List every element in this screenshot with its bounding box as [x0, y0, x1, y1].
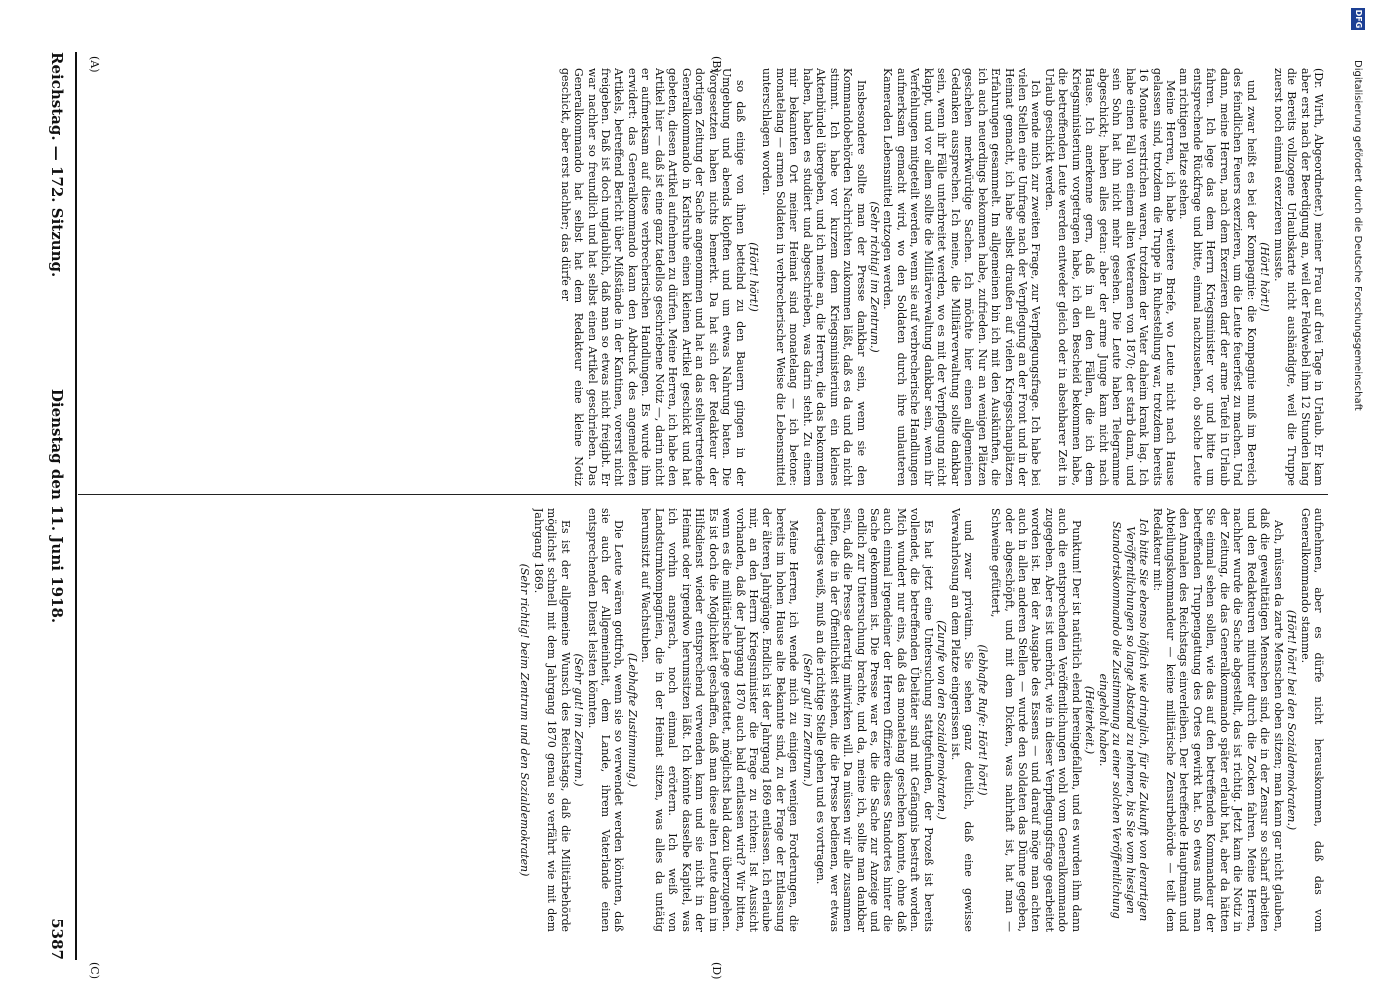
header-date: Dienstag den 11. Juni 1918.: [48, 388, 66, 624]
page-footer: [1352, 60, 1363, 411]
interjection: (Sehr richtig! im Zentrum.): [868, 201, 882, 353]
interjection: (Hört! hört!): [746, 242, 760, 312]
paragraph: Die Leute wären gottfroh, wenn sie so verwendet werden könnten, daß sie auch der Allgemeinheit, dem Lande, ihrem Vaterlande einen entsprechenden Dienst leisten könnten.: [585, 508, 626, 932]
interjection: (Sehr gut! im Zentrum.): [800, 653, 814, 787]
margin-mark-d: (D): [710, 962, 723, 980]
left-text-column: [82, 68, 1325, 486]
interjection: (Sehr richtig! beim Zentrum und den Sozialdemokraten): [518, 563, 532, 877]
interjection: (Hört! hört! bei den Sozialdemokraten.): [1285, 609, 1299, 831]
paragraph: (Dr. Wirth, Abgeordneter.) meiner Frau auf drei Tage in Urlaub. Er kam aber erst nach der Beerdigung an, weil der Feldwebel ihm 12 Stunden lang die Bereits vollzogene Urlaubskarte nicht aushändigte, weil die Truppe zuerst noch einmal exerzieren musste.: [1271, 68, 1325, 486]
interjection: (lebhafte Rufe: Hört! hört!): [975, 644, 989, 796]
paragraph: Es ist der allgemeine Wunsch des Reichstags, daß die Militärbehörde möglichst schnell mit dem Jahrgang 1870 genau so verfährt wie mit dem Jahrgang 1869.: [531, 508, 572, 932]
paragraph: Meine Herren, ich wende mich zu einigen wenigen Forderungen, die bereits im hohen Hause alte Bekannte sind, zu der Frage der Entlassung der älteren Jahrgänge. Endlich ist der Jahrgang 1869 entlassen. Ich erlaube mir, an den Herrn Kriegsminister die Frage zu richten: Ist Aussicht vorhanden, daß der Jahrgang 1870 auch bald entlassen wird? Wir bitten, wenn es die militärische Lage gestattet, möglichst bald dazu überzugehen. Es ist doch die Möglichkeit geschaffen, daß man diese alten Leute dann im Hilfsdienst wieder entsprechend verwenden kann und sie nicht in der Heimat oder irgendwo herumsitzen läßt. Ich könnte dasselbe Kapitel, was ich vorhin ansprach, noch einmal erörtern. Ich weiß von Landsturmkompagnien, die in der Heimat sitzen, was alles da untätig herumsitzt auf Wachstuben.: [639, 508, 801, 932]
dfg-logo: DFG: [1351, 8, 1365, 30]
paragraph: Meine Herren, ich habe weitere Briefe, wo Leute nicht nach Hause gelassen sind, trotzdem die Truppe in Ruhestellung war, trotzdem bereits 16 Monate verstrichen waren, trotzdem der Vater daheim krank lag. Ich habe einen Fall von einem alten Veteranen von 1870; der starb dann, und sein Sohn hat ihn nicht mehr gesehen. Die Leute haben Telegramme abgeschickt; haben alles getan: aber der arme Junge kam nicht nach Hause. Ich anerkenne gern, daß in all den Fällen, die ich dem Kriegsministerium vorgetragen habe, ich den Bescheid bekommen habe, die betreffenden Leute werden entweder gleich oder in absehbarer Zeit in Urlaub geschickt werden.: [1042, 68, 1178, 486]
interjection: (Zurufe von den Sozialdemokraten.): [935, 620, 949, 820]
paragraph: und zwar privatim. Sie sehen ganz deutlich, daß eine gewisse Verwahrlosung an dem Platze eingerissen ist.: [948, 508, 976, 932]
paragraph: Insbesondere sollte man der Presse dankbar sein, wenn sie den Kommandobehörden Nachrichten zukommen läßt, daß es da und da nicht stimmt. Ich habe vor kurzem dem Kriegsministerium ein kleines Aktenbündel übergeben, und ich meine an, die Herren, die das bekommen haben, haben es studiert und abgeschrieben, was darin steht. Zu einem mir bekannten Ort meiner Heimat sind monatelang — ich betone: monatelang — armen Soldaten in verbrecherischer Weise die Lebensmittel unterschlagen worden.: [760, 68, 868, 486]
margin-mark-c: (C): [88, 962, 101, 979]
paragraph: Punktum! Der ist natürlich elend hereingefallen, und es wurden ihm dann auch die entsprechenden Veröffentlichungen wohl vom Generalkommando zugegeben. Aber es ist unerhört, wie in dieser Verpflegungsfrage gearbeitet worden ist. Bei der Ausgabe des Essens — und darauf möge man achten auch in allen anderen Stellen — wurde den Soldaten das Dünne gegeben, oder abgeschöpft, und mit dem Dicken, was nahrhaft ist, hat man — Schweine gefüttert,: [989, 508, 1083, 932]
paragraph: Ich wende mich zur zweiten Frage, zur Verpflegungsfrage. Ich habe bei vielen Stellen eine Umfrage nach der Verpflegung an der Front und in der Heimat gemacht, ich habe selbst draußen auf vielen Kriegsschauplätzen Erfahrungen gesammelt. Im allgemeinen bin ich mit den Auskünften, die ich auch neuerdings bekommen habe, zufrieden. Nur an wenigen Plätzen geschehen merkwürdige Sachen. Ich möchte hier einen allgemeinen Gedanken aussprechen. Ich meine, die Militärverwaltung sollte dankbar sein, wenn ihr Fälle unterbreitet werden, wo es mit der Verpflegung nicht klappt, und vor allem sollte die Militärverwaltung dankbar sein, wenn ihr Verfehlungen mitgeteilt werden, wenn sie auf verbrecherische Handlungen aufmerksam gemacht wird, wo den Soldaten durch ihre unlauteren Kameraden Lebensmittel entzogen werden.: [881, 68, 1043, 486]
margin-mark-a: (A): [88, 56, 101, 73]
paragraph: Ich bitte Sie ebenso höflich wie dringlich, für die Zukunft von derartigen Veröffentlichungen so lange Abstand zu nehmen, bis Sie vom hiesigen Standortskommando die Zustimmung zu einer solchen Veröffentlichung eingeholt haben.: [1096, 518, 1151, 922]
page-number: 5387: [48, 918, 66, 960]
paragraph: so daß einige von ihnen bettelnd zu den Bauern gingen in der Umgebung und abends klopften und um etwas Nahrung baten. Die Vorgesetzten haben nichts bemerkt. Da hat sich der Redakteur der dortigen Zeitung der Sache angenommen und hat an das stellvertretende Generalkommando in Karlsruhe einen kleinen Artikel geschickt und hat gebeten, diesen Artikel aufnehmen zu dürfen. Meine Herren, ich habe den Artikel hier — daß ist eine ganz tadellos geschriebene Notiz —, darin nicht er aufmerksam auf diese verbrecherischen Handlungen. Es wurde ihm erwidert: das Generalkommando kann den Abdruck des angemeldeten Artikels, betreffend Bericht über Mißstände in der Kantinen, vorerst nicht freigeben. Daß ist doch unglaublich, daß man so etwas nicht freigibt. Er war nachher so freundlich und hat selbst einen Artikel geschrieben. Das Generalkommando hat selbst hat dem Redakteur eine kleine Notiz geschickt, aber erst nachher; das dürfe er: [558, 68, 747, 486]
interjection: (Hört! hört!): [1258, 242, 1272, 312]
column-divider: [78, 494, 1328, 495]
paragraph: Ach, müssen da zarte Menschen oben sitzen; man kann gar nicht glauben, daß die gewalttätigen Menschen sind, die in der Zensur so scharf arbeiten und den Redakteuren mitunter durch die Zocken fahren. Meine Herren, nachher wurde die Sache abgestellt, das ist richtig. Jetzt kam die Notiz in der Zeitung, die das Generalkommando später erlaubt hat, aber da hätten Sie einmal sehen sollen, wie das auf den betreffenden Kommandeur der betreffenden Truppengattung des Ortes gewirkt hat. So etwas muß man den Annalen des Reichstags einverleiben. Der betreffende Hauptmann und Abteilungskommandeur — keine militärische Zensurbehörde — teilt dem Redakteur mit:: [1150, 508, 1285, 932]
paragraph: Es hat jetzt eine Untersuchung stattgefunden, der Prozeß ist bereits vollendet, die betreffenden Übeltäter sind mit Gefängnis bestraft worden. Mich wundert nur eins, daß das monatelang geschehen konnte, ohne daß auch einmal irgendeiner der Herren Offiziere dieses Standortes hinter die Sache gekommen ist. Die Presse war es, die die Sache zur Anzeige und endlich zur Untersuchung brachte, und da, meine ich, sollte man dankbar sein, daß die Presse derartig mitwirken will. Da müssen wir alle zusammen helfen, die in der Öffentlichkeit stehen, die die Presse bedienen, wer etwas derartiges weiß, muß an die richtige Stelle gehen und es vortragen.: [814, 508, 935, 932]
interjection: (Lebhafte Zustimmung.): [625, 652, 639, 788]
interjection: (Heiterkeit.): [1083, 685, 1097, 755]
header-rule: [75, 52, 77, 960]
footer-credit: Digitalisierung gefördert durch die Deutsche Forschungsgemeinschaft: [1352, 60, 1363, 411]
paragraph: aufnehmen, aber es dürfe nicht herauskommen, daß das vom Generalkommando stamme.: [1298, 508, 1325, 932]
page-header: [42, 52, 70, 960]
right-text-column: [82, 508, 1325, 932]
interjection: (Sehr gut! im Zentrum.): [572, 653, 586, 787]
header-session: Reichstag. — 172. Sitzung.: [48, 52, 66, 278]
margin-mark-b: (B): [710, 56, 723, 73]
paragraph: und zwar heißt es bei der Kompagnie: die Kompagnie muß im Bereich des feindlichen Feuers exerzieren, um die Leute feuerfest zu machen. Und dann, meine Herren, nach dem Exerzieren darf der arme Teufel in Urlaub fahren. Ich lege das dem Herrn Kriegsminister vor und bitte um entsprechende Rückfrage und bitte, einmal nachzusehen, ob solche Leute am richtigen Platze stehen.: [1177, 68, 1258, 486]
